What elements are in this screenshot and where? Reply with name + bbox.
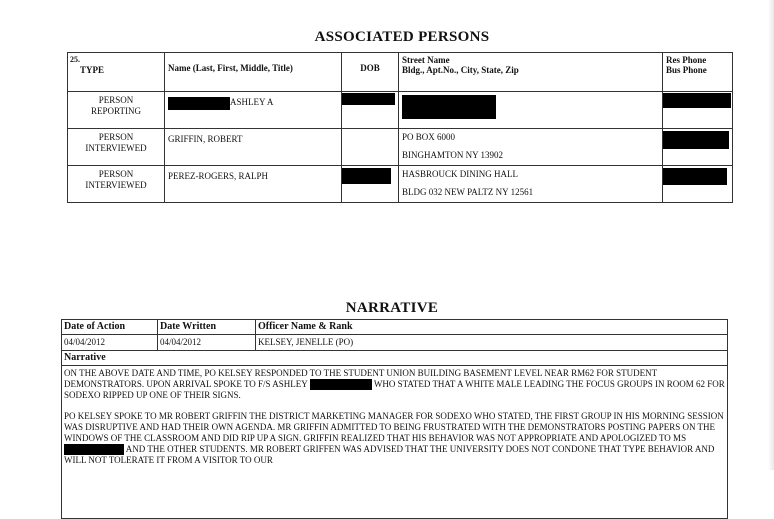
narrative-paragraph: [64, 368, 725, 401]
header-date-written: Date Written: [158, 320, 256, 335]
redaction-block: [402, 95, 496, 119]
type-cell: [68, 129, 165, 166]
header-phone-line2: Bus Phone: [666, 65, 707, 75]
narrative-table: [61, 319, 728, 519]
table-header-row: [68, 53, 733, 92]
section-number: 25.: [70, 55, 80, 64]
type-line1: PERSON: [98, 132, 134, 142]
redaction-block: [64, 444, 124, 455]
narrative-value-row: [62, 335, 728, 351]
street-cell: [399, 166, 663, 203]
table-row: [68, 129, 733, 166]
street-cell: [399, 92, 663, 129]
redaction-block: [663, 93, 731, 108]
header-name: Name (Last, First, Middle, Title): [165, 53, 342, 92]
associated-persons-title: ASSOCIATED PERSONS: [314, 29, 490, 45]
name-cell: [165, 129, 342, 166]
type-cell: [68, 92, 165, 129]
name-text: GRIFFIN, ROBERT: [168, 134, 243, 144]
narrative-text: PO KELSEY SPOKE TO MR ROBERT GRIFFIN THE DISTRICT MARKETING MANAGER FOR SODEXO WHO STATED, THE FIRST GROUP IN HIS MORNING SESSION WAS DISRUPTIVE AND HAD THEIR OWN AGENDA. MR GRIFFIN ADMITTED TO BEING FRUSTRATED WITH THE DEMONSTRATORS POSTING PAPERS ON THE WINDOWS OF THE CLASSROOM AND DID RIP UP A SIGN. GRIFFIN REALIZED THAT HIS BEHAVIOR WAS NOT APPROPRIATE AND APOLOGIZED TO MS: [64, 411, 724, 443]
street-line2: BINGHAMTON NY 13902: [402, 150, 503, 160]
dob-cell: [342, 129, 399, 166]
header-street-line2: Bldg., Apt.No., City, State, Zip: [402, 65, 519, 75]
type-line1: PERSON: [98, 95, 134, 105]
street-line2: BLDG 032 NEW PALTZ NY 12561: [402, 187, 534, 197]
phone-cell: [663, 129, 733, 166]
type-cell: [68, 166, 165, 203]
street-cell: [399, 129, 663, 166]
header-narrative: Narrative: [62, 351, 728, 366]
narrative-text: WHO STATED THAT A WHITE MALE LEADING THE FOCUS GROUPS IN ROOM 62 FOR SODEXO RIPPED UP ONE OF THEIR SIGNS.: [64, 379, 725, 400]
date-of-action-value: 04/04/2012: [62, 335, 158, 351]
street-line1: HASBROUCK DINING HALL: [402, 169, 518, 179]
associated-persons-table: [67, 52, 733, 203]
page-edge: [768, 0, 774, 470]
header-date-of-action: Date of Action: [62, 320, 158, 335]
name-cell: [165, 166, 342, 203]
date-written-value: 04/04/2012: [158, 335, 256, 351]
name-text: ASHLEY A: [230, 97, 274, 107]
redaction-block: [342, 168, 391, 184]
dob-cell: [342, 166, 399, 203]
name-cell: [165, 92, 342, 129]
header-dob: DOB: [342, 53, 399, 92]
narrative-text: AND THE OTHER STUDENTS. MR ROBERT GRIFFEN WAS ADVISED THAT THE UNIVERSITY DOES NOT CONDONE THAT TYPE BEHAVIOR AND WILL NOT TOLERATE IT FROM A VISITOR TO OUR: [64, 444, 715, 465]
header-type: [68, 53, 165, 92]
header-type-label: TYPE: [80, 65, 105, 75]
narrative-paragraph: [64, 411, 725, 466]
narrative-body: [62, 366, 728, 519]
officer-value: KELSEY, JENELLE (PO): [256, 335, 728, 351]
phone-cell: [663, 166, 733, 203]
type-line2: REPORTING: [91, 106, 141, 116]
redaction-block: [168, 97, 230, 110]
table-row: [68, 166, 733, 203]
header-officer: Officer Name & Rank: [256, 320, 728, 335]
name-text: PEREZ-ROGERS, RALPH: [168, 171, 269, 181]
redaction-block: [310, 379, 372, 390]
street-line1: PO BOX 6000: [402, 132, 456, 142]
type-line2: INTERVIEWED: [85, 143, 147, 153]
redaction-block: [663, 168, 727, 185]
header-phone: [663, 53, 733, 92]
table-row: [68, 92, 733, 129]
dob-cell: [342, 92, 399, 129]
header-street-line1: Street Name: [402, 55, 450, 65]
redaction-block: [663, 131, 729, 149]
type-line2: INTERVIEWED: [85, 180, 147, 190]
narrative-title: NARRATIVE: [345, 300, 439, 316]
narrative-text: ON THE ABOVE DATE AND TIME, PO KELSEY RESPONDED TO THE STUDENT UNION BUILDING BASEMENT LEVEL NEAR RM62 FOR STUDENT DEMONSTRATORS. UPON ARRIVAL SPOKE TO F/S ASHLEY: [64, 368, 658, 389]
redaction-block: [342, 93, 395, 105]
type-line1: PERSON: [98, 169, 134, 179]
header-phone-line1: Res Phone: [666, 55, 707, 65]
phone-cell: [663, 92, 733, 129]
narrative-header-row: [62, 320, 728, 335]
header-street: [399, 53, 663, 92]
